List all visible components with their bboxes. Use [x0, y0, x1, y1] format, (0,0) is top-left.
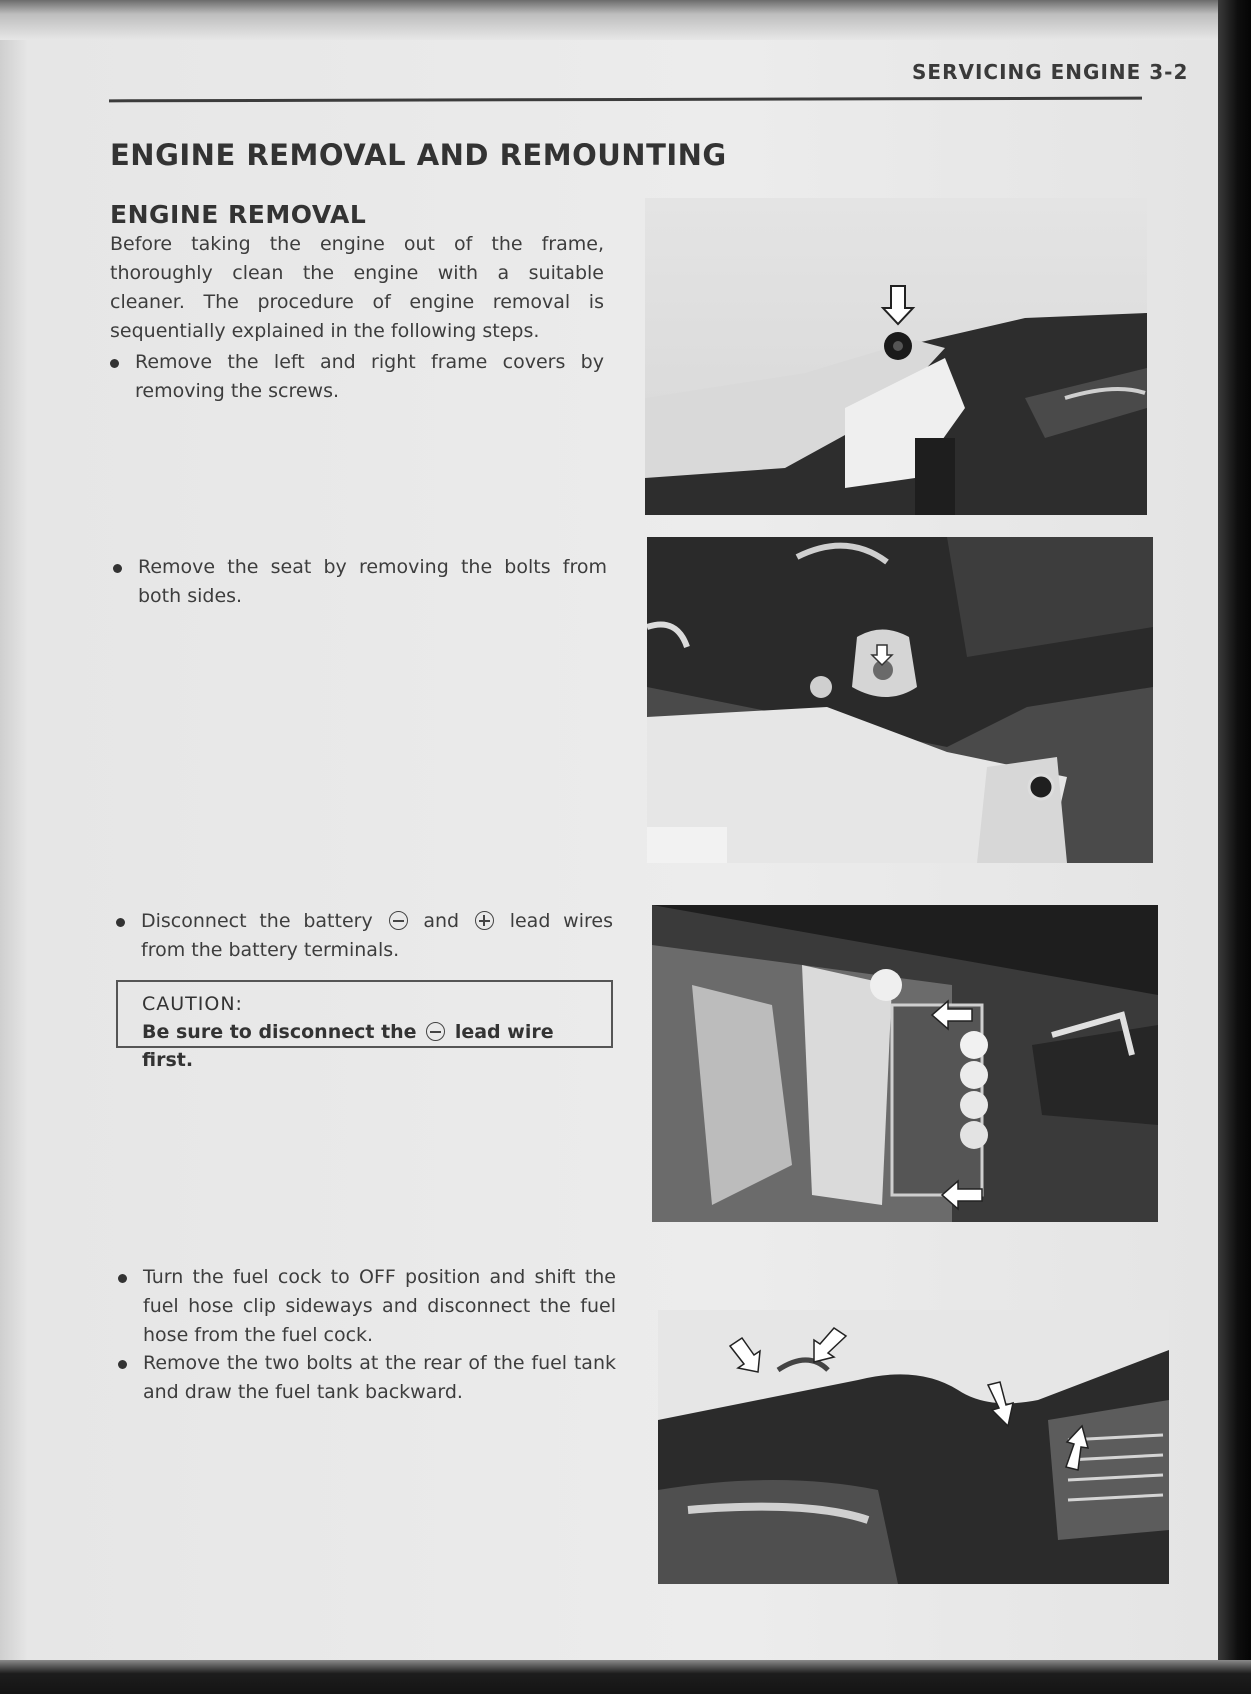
minus-circle-icon: [426, 1022, 445, 1041]
photo-frame-cover: [645, 198, 1147, 515]
section-subtitle: ENGINE REMOVAL: [110, 200, 367, 229]
page-title: ENGINE REMOVAL AND REMOUNTING: [110, 138, 727, 172]
step-seat: [113, 553, 607, 611]
scan-right-edge: [1218, 0, 1251, 1694]
bullet-icon: [113, 564, 122, 573]
scan-bottom-edge: [0, 1660, 1251, 1694]
caution-heading: CAUTION:: [142, 993, 243, 1015]
step-fuel-cock: [118, 1263, 616, 1350]
plus-circle-icon: [475, 911, 494, 930]
photo-fuel-tank: [658, 1310, 1169, 1584]
step-frame-covers-text: Remove the left and right frame covers by removing the screws.: [135, 351, 604, 402]
step-fuel-tank: [118, 1349, 616, 1407]
step-seat-text: Remove the seat by removing the bolts from both sides.: [138, 556, 607, 607]
minus-circle-icon: [389, 911, 408, 930]
caution-box: [116, 980, 613, 1071]
step-battery-post: lead wires from the battery terminals.: [141, 910, 613, 961]
photo-seat-bolts: [647, 537, 1153, 863]
bullet-icon: [110, 359, 119, 368]
bullet-icon: [116, 918, 125, 927]
step-battery-text: [141, 907, 613, 965]
bullet-icon: [118, 1274, 127, 1283]
scan-top-shadow: [0, 0, 1218, 40]
intro-paragraph: Before taking the engine out of the frame, thoroughly clean the engine with a suitable cleaner. The procedure of engine removal is sequentially explained in the following steps.: [110, 233, 604, 342]
step-fuel-tank-text: Remove the two bolts at the rear of the fuel tank and draw the fuel tank backward.: [143, 1352, 616, 1403]
caution-text-post: lead wire first.: [142, 1021, 554, 1071]
step-frame-covers: [110, 348, 604, 406]
caution-text: [142, 1018, 611, 1074]
photo-battery-terminals: [652, 905, 1158, 1222]
step-battery-pre: Disconnect the battery: [141, 910, 373, 932]
step-battery-and: and: [423, 910, 460, 932]
step-fuel-cock-text: Turn the fuel cock to OFF position and shift the fuel hose clip sideways and disconnect the fuel hose from the fuel cock.: [143, 1266, 616, 1346]
step-battery: [116, 907, 613, 965]
bullet-icon: [118, 1360, 127, 1369]
running-head: SERVICING ENGINE 3-2: [912, 60, 1189, 84]
caution-text-pre: Be sure to disconnect the: [142, 1021, 417, 1043]
